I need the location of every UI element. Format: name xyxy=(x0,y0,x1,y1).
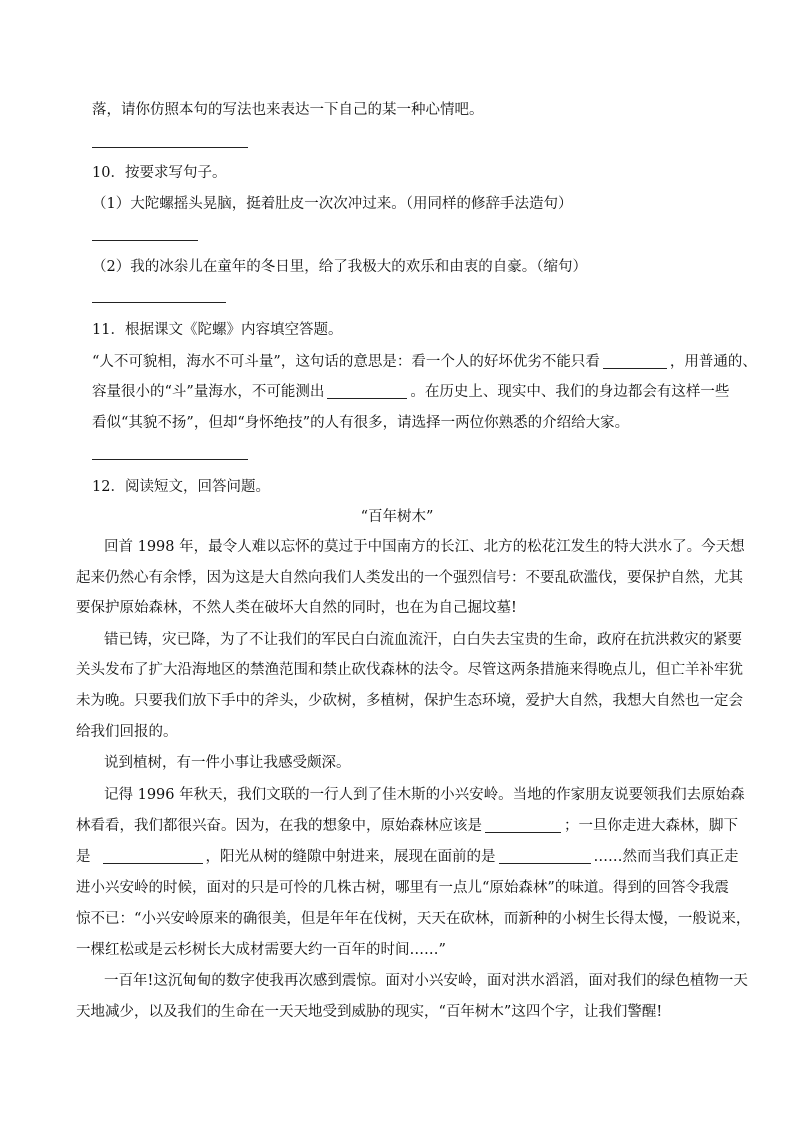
passage-p4-line-2 xyxy=(76,816,738,836)
q11-line-1-text-b: ，用普通的、 xyxy=(669,354,757,370)
q11-line-3: 看似“其貌不扬”，但却“身怀绝技”的人有很多，请选择一两位你熟悉的介绍给大家。 xyxy=(92,415,630,431)
q11-line-2-text-a: 容量很小的“斗”量海水，不可能测出 xyxy=(92,384,325,400)
passage-p1-line-2: 起来仍然心有余悸，因为这是大自然向我们人类发出的一个强烈信号：不要乱砍滥伐，要保护自然，尤其 xyxy=(76,570,743,586)
q10-answer-line-1[interactable] xyxy=(92,240,198,241)
passage-p4-line-2-text-a: 林看看，我们都很兴奋。因为，在我的想象中，原始森林应该是 xyxy=(76,818,482,834)
q11-answer-line[interactable] xyxy=(92,459,248,460)
passage-p4-line-5: 惊不已：“小兴安岭原来的确很美，但是年年在伐树，天天在砍林，而新种的小树生长得太慢，一般说来， xyxy=(76,911,751,927)
passage-p2-line-1: 错已铸，灾已降，为了不让我们的军民白白流血流汗，白白失去宝贵的生命，政府在抗洪救灾的紧要 xyxy=(104,632,742,648)
q10-title: 10．按要求写句子。 xyxy=(92,165,227,181)
q11-line-1 xyxy=(92,352,757,372)
q11-blank-1[interactable] xyxy=(603,354,667,369)
q11-blank-2[interactable] xyxy=(327,384,407,399)
passage-p4-line-1: 记得 1996 年秋天，我们文联的一行人到了佳木斯的小兴安岭。当地的作家朋友说要领我们去原始森 xyxy=(104,787,745,803)
passage-p5-line-1: 一百年!这沉甸甸的数字使我再次感到震惊。面对小兴安岭，面对洪水滔滔，面对我们的绿色植物一天 xyxy=(104,973,748,989)
passage-p1-line-3: 要保护原始森林，不然人类在破坏大自然的同时，也在为自己掘坟墓! xyxy=(76,600,517,616)
passage-p4-line-3 xyxy=(76,847,739,867)
passage-blank-2[interactable] xyxy=(103,849,203,864)
passage-p5-line-2: 天地减少，以及我们的生命在一天天地受到威胁的现实，“百年树木”这四个字，让我们警醒! xyxy=(76,1004,663,1020)
q11-title: 11．根据课文《陀螺》内容填空答题。 xyxy=(92,322,343,338)
q9-instruction: 落，请你仿照本句的写法也来表达一下自己的某一种心情吧。 xyxy=(92,102,484,118)
passage-p4-line-6: 一棵红松或是云杉树长大成材需要大约一百年的时间……” xyxy=(76,942,446,958)
q12-title: 12．阅读短文，回答问题。 xyxy=(92,479,270,495)
passage-p4-line-2-text-b: ；一旦你走进大森林，脚下 xyxy=(564,818,738,834)
passage-p4-line-3-text-c: ……然而当我们真正走 xyxy=(593,849,739,865)
passage-p2-line-2: 关头发布了扩大沿海地区的禁渔范围和禁止砍伐森林的法令。尽管这两条措施来得晚点儿，但亡羊补牢犹 xyxy=(76,662,743,678)
q11-line-2 xyxy=(92,382,729,402)
q11-line-2-text-b: 。在历史上、现实中、我们的身边都会有这样一些 xyxy=(410,384,730,400)
passage-blank-3[interactable] xyxy=(499,849,591,864)
passage-p2-line-4: 给我们回报的。 xyxy=(76,724,178,740)
passage-p2-line-3: 未为晚。只要我们放下手中的斧头，少砍树，多植树，保护生态环境，爱护大自然，我想大自然也一定会 xyxy=(76,693,743,709)
q10-sentence-1: （1）大陀螺摇头晃脑，挺着肚皮一次次冲过来。（用同样的修辞手法造句） xyxy=(92,196,573,212)
passage-title: “百年树木” xyxy=(360,509,434,525)
q10-sentence-2: （2）我的冰尜儿在童年的冬日里，给了我极大的欢乐和由衷的自豪。（缩句） xyxy=(92,259,587,275)
passage-blank-1[interactable] xyxy=(485,818,561,833)
q9-answer-line[interactable] xyxy=(92,147,248,148)
passage-p4-line-3-text-a: 是 xyxy=(76,849,91,865)
q10-answer-line-2[interactable] xyxy=(92,302,226,303)
q11-line-1-text-a: “人不可貌相，海水不可斗量”，这句话的意思是：看一个人的好坏优劣不能只看 xyxy=(92,354,600,370)
passage-p1-line-1: 回首 1998 年，最令人难以忘怀的莫过于中国南方的长江、北方的松花江发生的特大洪水了。今天想 xyxy=(104,539,745,555)
passage-p3: 说到植树，有一件小事让我感受颇深。 xyxy=(104,755,351,771)
passage-p4-line-3-text-b: ，阳光从树的缝隙中射进来，展现在面前的是 xyxy=(205,849,496,865)
passage-p4-line-4: 进小兴安岭的时候，面对的只是可怜的几株古树，哪里有一点儿“原始森林”的味道。得到的回答令我震 xyxy=(76,880,729,896)
